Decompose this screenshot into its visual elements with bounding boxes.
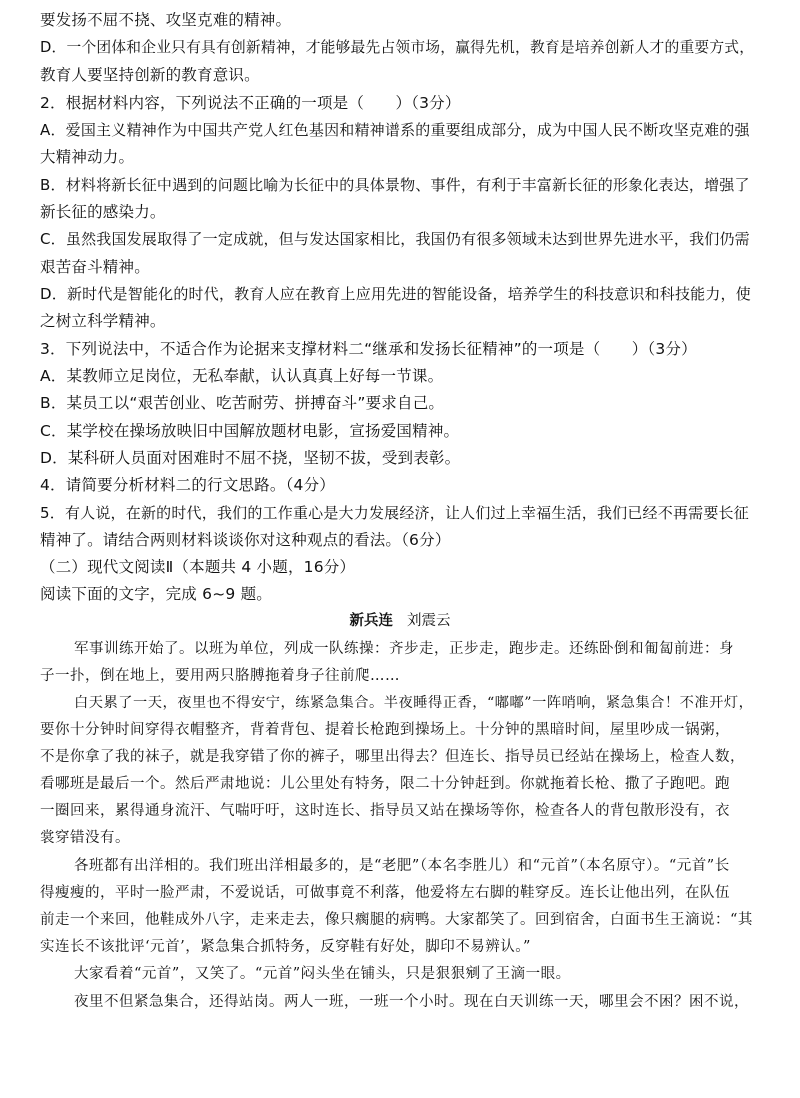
q2-option-c-cont: 艰苦奋斗精神。 — [40, 258, 150, 276]
answer-option-d-cont: 教育人要坚持创新的教育意识。 — [40, 66, 260, 84]
question-4: 4．请简要分析材料二的行文思路。（4分） — [40, 476, 335, 494]
q2-option-d-cont: 之树立科学精神。 — [40, 312, 166, 330]
q2-option-c: C．虽然我国发展取得了一定成就，但与发达国家相比，我国仍有很多领域未达到世界先进水平，我们仍需 — [40, 230, 750, 248]
story-paragraph-cont: 不是你拿了我的袜子，就是我穿错了你的裤子，哪里出得去？但连长、指导员已经站在操场上，检查人数， — [40, 749, 745, 765]
q2-option-b-cont: 新长征的感染力。 — [40, 203, 166, 221]
story-title — [0, 611, 800, 631]
q3-option-d: D．某科研人员面对困难时不屈不挠，坚韧不拔，受到表彰。 — [40, 449, 461, 467]
question-2: 2．根据材料内容，下列说法不正确的一项是（ ）（3分） — [40, 94, 461, 112]
q3-option-c: C．某学校在操场放映旧中国解放题材电影，宣扬爱国精神。 — [40, 422, 460, 440]
q2-option-a: A．爱国主义精神作为中国共产党人红色基因和精神谱系的重要组成部分，成为中国人民不断攻坚克难的强 — [40, 121, 750, 139]
story-title-text: 新兵连 — [349, 612, 393, 629]
section-heading: （二）现代文阅读Ⅱ（本题共 4 小题，16分） — [40, 558, 356, 576]
q2-option-d: D．新时代是智能化的时代，教育人应在教育上应用先进的智能设备，培养学生的科技意识和科技能力，使 — [40, 285, 751, 303]
story-paragraph-cont: 前走一个来回，他鞋成外八字，走来走去，像只瘸腿的病鸭。大家都笑了。回到宿舍，白面书生王滴说：“其 — [40, 912, 753, 928]
q2-option-a-cont: 大精神动力。 — [40, 148, 135, 166]
story-paragraph: 夜里不但紧急集合，还得站岗。两人一班，一班一个小时。现在白天训练一天，哪里会不困？困不说， — [74, 994, 749, 1010]
question-5-cont: 精神了。请结合两则材料谈谈你对这种观点的看法。（6分） — [40, 531, 451, 549]
question-5: 5．有人说，在新的时代，我们的工作重心是大力发展经济，让人们过上幸福生活，我们已经不再需要长征 — [40, 504, 749, 522]
story-paragraph: 大家看着“元首”，又笑了。“元首”闷头坐在铺头，只是狠狠剜了王滴一眼。 — [74, 966, 571, 982]
story-paragraph: 军事训练开始了。以班为单位，列成一队练操：齐步走，正步走，跑步走。还练卧倒和匍匐前进：身 — [74, 641, 734, 657]
q2-option-b: B．材料将新长征中遇到的问题比喻为长征中的具体景物、事件，有利于丰富新长征的形象化表达，增强了 — [40, 176, 750, 194]
story-paragraph-cont: 要你十分钟时间穿得衣帽整齐，背着背包、提着长枪跑到操场上。十分钟的黑暗时间，屋里吵成一锅粥， — [40, 722, 730, 738]
story-author: 刘震云 — [407, 613, 451, 629]
q3-option-a: A．某教师立足岗位，无私奉献，认认真真上好每一节课。 — [40, 367, 444, 385]
story-paragraph-cont: 裳穿错没有。 — [40, 830, 130, 846]
answer-option-d: D．一个团体和企业只有具有创新精神，才能够最先占领市场，赢得先机，教育是培养创新人才的重要方式， — [40, 39, 755, 56]
answer-option-d-cont: 要发扬不屈不挠、攻坚克难的精神。 — [40, 11, 292, 29]
story-paragraph: 各班都有出洋相的。我们班出洋相最多的，是“老肥”（本名李胜儿）和“元首”（本名原守）。“元首”长 — [74, 858, 730, 874]
story-paragraph-cont: 看哪班是最后一个。然后严肃地说：儿公里处有特务，限二十分钟赶到。你就拖着长枪、撒了子跑吧。跑 — [40, 776, 730, 792]
story-paragraph-cont: 一圈回来，累得通身流汗、气喘吁吁，这时连长、指导员又站在操场等你，检查各人的背包散形没有，衣 — [40, 803, 730, 819]
question-3: 3．下列说法中，不适合作为论据来支撑材料二“继承和发扬长征精神”的一项是（ ）（3分） — [40, 340, 697, 358]
story-paragraph-cont: 子一扑，倒在地上，要用两只胳膊拖着身子往前爬…… — [40, 668, 400, 684]
story-paragraph-cont: 实连长不该批评‘元首’，紧急集合抓特务，反穿鞋有好处，脚印不易辨认。” — [40, 939, 531, 955]
story-paragraph: 白天累了一天，夜里也不得安宁，练紧急集合。半夜睡得正香，“嘟嘟”一阵哨响，紧急集合！不准开灯， — [74, 695, 754, 711]
q3-option-b: B．某员工以“艰苦创业、吃苦耐劳、拼搏奋斗”要求自己。 — [40, 394, 445, 412]
story-paragraph-cont: 得瘦瘦的，平时一脸严肃，不爱说话，可做事竟不利落，他爱将左右脚的鞋穿反。连长让他出列，在队伍 — [40, 885, 730, 901]
reading-instruction: 阅读下面的文字，完成 6~9 题。 — [40, 585, 272, 603]
